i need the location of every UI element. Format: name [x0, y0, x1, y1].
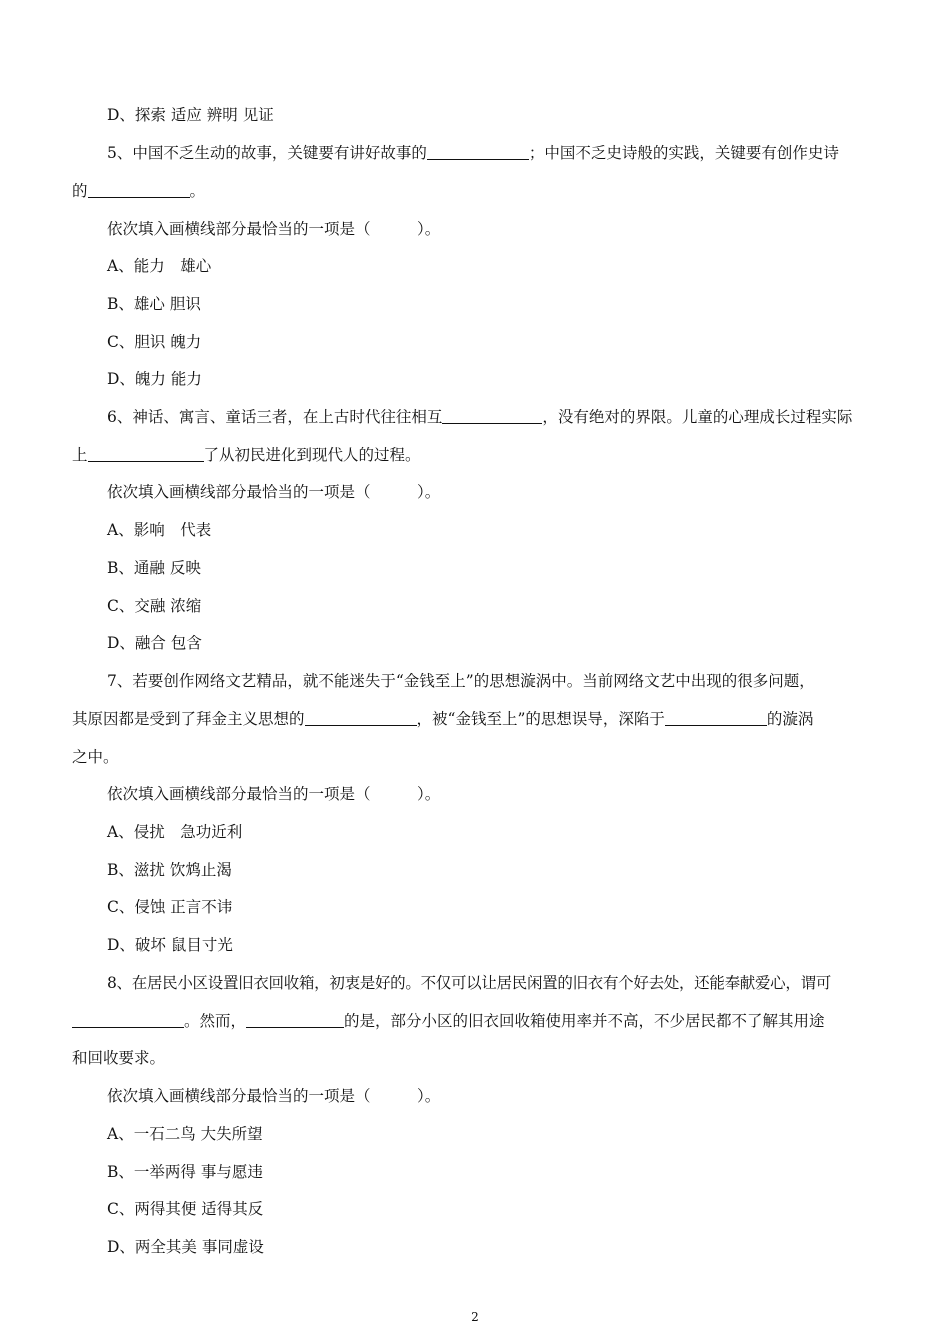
q6-text: 上	[72, 446, 88, 464]
q8-option-d: D、两全其美 事同虚设	[107, 1238, 264, 1256]
q7-option-c: C、侵蚀 正言不讳	[107, 898, 233, 916]
q7-text: 其原因都是受到了拜金主义思想的	[72, 710, 305, 728]
q7-stem-line-3: 之中。	[72, 748, 119, 766]
q8-option-a: A、一石二鸟 大失所望	[107, 1125, 263, 1143]
q5-text: 。	[189, 182, 206, 200]
q6-stem-line-2	[72, 443, 878, 467]
q5-text: ；中国不乏史诗般的实践，关键要有创作史诗	[528, 144, 839, 162]
q5-stem-line-1	[107, 141, 878, 165]
q7-blank-2	[665, 708, 767, 726]
q5-option-c: C、胆识 魄力	[107, 333, 202, 351]
q8-text: 。然而，	[184, 1012, 247, 1030]
q8-text: 的是，部分小区的旧衣回收箱使用率并不高，不少居民都不了解其用途	[344, 1012, 825, 1030]
q8-blank-1	[72, 1010, 184, 1028]
q8-stem-line-2	[72, 1009, 878, 1033]
q6-text: 了从初民进化到现代人的过程。	[203, 446, 421, 464]
q6-blank-1	[442, 406, 542, 424]
q8-stem-line-1: 8、在居民小区设置旧衣回收箱，初衷是好的。不仅可以让居民闲置的旧衣有个好去处，还能奉献爱心，谓可	[107, 974, 831, 992]
q5-option-d: D、魄力 能力	[107, 370, 202, 388]
q4-option-d: D、探索 适应 辨明 见证	[107, 106, 274, 124]
q6-stem-line-1	[107, 405, 878, 429]
q5-option-b: B、雄心 胆识	[107, 295, 201, 313]
q7-text: ，被“金钱至上”的思想误导，深陷于	[416, 710, 665, 728]
q8-option-b: B、一举两得 事与愿违	[107, 1163, 263, 1181]
q5-option-a: A、能力 雄心	[107, 257, 212, 275]
q5-blank-2	[88, 180, 190, 198]
q6-text: ，没有绝对的界限。儿童的心理成长过程实际	[542, 408, 853, 426]
q6-option-a: A、影响 代表	[107, 521, 212, 539]
q5-text: 的	[72, 182, 88, 200]
q5-blank-1	[427, 142, 529, 160]
q7-stem-line-1: 7、若要创作网络文艺精品，就不能迷失于“金钱至上”的思想漩涡中。当前网络文艺中出现的很多问题，	[107, 672, 815, 690]
q7-option-a: A、侵扰 急功近利	[107, 823, 243, 841]
q8-stem-line-3: 和回收要求。	[72, 1049, 166, 1067]
q5-prompt: 依次填入画横线部分最恰当的一项是（ ）。	[107, 220, 441, 238]
q7-stem-line-2	[72, 707, 878, 731]
q7-prompt: 依次填入画横线部分最恰当的一项是（ ）。	[107, 785, 441, 803]
q6-option-d: D、融合 包含	[107, 634, 202, 652]
q7-blank-1	[305, 708, 417, 726]
q8-blank-2	[246, 1010, 344, 1028]
q5-stem-line-2	[72, 179, 878, 203]
q8-option-c: C、两得其便 适得其反	[107, 1200, 264, 1218]
q7-text: 的漩涡	[766, 710, 814, 728]
q6-blank-2	[88, 444, 204, 462]
q7-option-d: D、破坏 鼠目寸光	[107, 936, 233, 954]
page-number: 2	[471, 1310, 479, 1324]
q6-text: 6、神话、寓言、童话三者，在上古时代往往相互	[107, 408, 443, 426]
q7-option-b: B、滋扰 饮鸩止渴	[107, 861, 232, 879]
q8-prompt: 依次填入画横线部分最恰当的一项是（ ）。	[107, 1087, 441, 1105]
q5-text: 5、中国不乏生动的故事，关键要有讲好故事的	[107, 144, 427, 162]
q6-option-c: C、交融 浓缩	[107, 597, 202, 615]
q6-prompt: 依次填入画横线部分最恰当的一项是（ ）。	[107, 483, 441, 501]
q6-option-b: B、通融 反映	[107, 559, 201, 577]
